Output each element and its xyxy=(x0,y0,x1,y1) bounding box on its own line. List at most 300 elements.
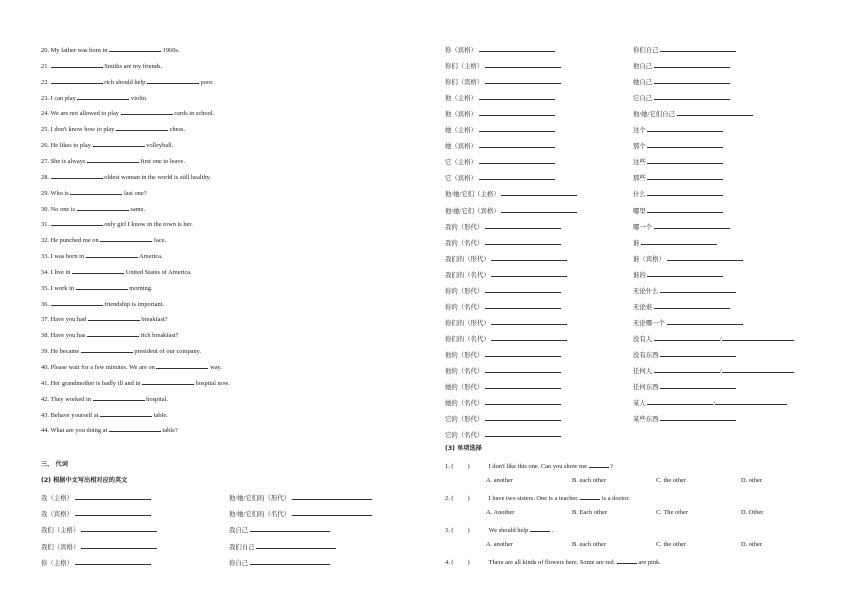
answer-blank xyxy=(501,188,577,196)
item-text: morning. xyxy=(129,284,153,292)
answer-blank xyxy=(292,492,372,500)
pronoun-prompt xyxy=(633,349,736,359)
answer-blank xyxy=(667,317,743,325)
prompt-label: 我们（主格） xyxy=(41,527,80,535)
answer-blank xyxy=(75,508,151,516)
pronoun-prompt xyxy=(633,188,723,198)
answer-blank xyxy=(617,556,637,564)
answer-blank xyxy=(485,221,561,229)
fill-blank-item xyxy=(41,92,148,102)
item-number: 36. xyxy=(41,300,49,308)
item-number: 43. xyxy=(41,411,49,419)
pronoun-prompt xyxy=(445,237,561,247)
pronoun-prompt xyxy=(445,172,555,182)
answer-option: D. other xyxy=(741,540,762,548)
item-text: Please wait for a few minutes. We are on xyxy=(50,364,155,371)
prompt-label: 它（主格） xyxy=(445,159,477,167)
pronoun-prompt xyxy=(633,413,736,423)
answer-blank xyxy=(51,60,103,68)
answer-option: D. Other xyxy=(741,508,764,516)
pronoun-prompt xyxy=(445,140,555,150)
item-text: They worked in xyxy=(50,395,91,403)
fill-blank-item xyxy=(41,60,162,70)
prompt-label: 你（宾格） xyxy=(445,47,477,54)
pronoun-prompt xyxy=(445,76,561,86)
fill-blank-item xyxy=(41,44,180,54)
question-number: 4. ( xyxy=(445,558,454,566)
pronoun-prompt xyxy=(445,269,567,279)
item-number: 34. xyxy=(41,268,49,276)
fill-blank-item xyxy=(41,187,147,197)
answer-blank xyxy=(654,76,730,84)
fill-blank-item xyxy=(41,234,166,244)
item-number: 24. xyxy=(41,110,49,118)
prompt-label: 我们的（形代） xyxy=(445,255,490,263)
answer-blank xyxy=(485,365,561,373)
prompt-label: 她自己 xyxy=(633,79,653,87)
question-text: ? xyxy=(610,463,613,470)
item-text: breakfast? xyxy=(141,316,168,324)
pronoun-prompt xyxy=(633,269,723,279)
item-text: hospital. xyxy=(146,395,169,403)
pronoun-prompt xyxy=(445,333,567,343)
answer-blank xyxy=(647,205,723,213)
prompt-label: 我们自己 xyxy=(229,543,255,551)
pronoun-prompt xyxy=(229,541,336,551)
pronoun-prompt xyxy=(633,301,730,311)
answer-blank xyxy=(501,205,577,213)
answer-blank xyxy=(667,253,743,261)
prompt-label: 无论谁 xyxy=(633,303,653,311)
pronoun-prompt: 没有人 / xyxy=(633,333,794,343)
pronoun-prompt xyxy=(229,492,372,502)
question-number: ) xyxy=(467,494,470,502)
answer-blank xyxy=(51,298,103,306)
item-text: United States of America. xyxy=(125,268,192,276)
pronoun-prompt xyxy=(445,60,561,70)
answer-blank xyxy=(660,413,736,421)
prompt-label: 他自己 xyxy=(633,63,653,71)
answer-blank xyxy=(491,269,567,277)
fill-blank-item xyxy=(41,203,145,213)
answer-blank xyxy=(81,541,157,549)
prompt-label: 谁 xyxy=(633,239,640,247)
pronoun-prompt xyxy=(445,205,577,215)
item-text: oldest woman in the world is still healthy. xyxy=(104,173,212,181)
prompt-label: 她（主格） xyxy=(445,127,477,135)
fill-blank-item xyxy=(41,329,178,339)
prompt-label: 谁的 xyxy=(633,271,646,279)
answer-blank xyxy=(722,365,794,373)
item-text: volleyball. xyxy=(146,142,174,150)
answer-blank xyxy=(51,218,103,226)
answer-blank xyxy=(660,381,736,389)
item-number: 30. xyxy=(41,205,49,213)
pronoun-prompt: 某人 / xyxy=(633,397,787,407)
answer-blank xyxy=(654,333,720,341)
pronoun-prompt xyxy=(633,156,723,166)
pronoun-prompt xyxy=(445,429,561,439)
prompt-label: 谁（宾格） xyxy=(633,255,665,263)
pronoun-prompt xyxy=(445,381,561,391)
pronoun-prompt xyxy=(445,317,567,327)
item-text: I work in xyxy=(50,284,75,292)
pronoun-prompt xyxy=(633,205,723,215)
pronoun-prompt xyxy=(229,524,330,534)
pronoun-prompt xyxy=(633,124,723,134)
answer-blank xyxy=(88,313,140,321)
item-text: Smiths are my friends. xyxy=(104,62,163,70)
item-number: 44. xyxy=(41,427,49,435)
pronoun-prompt xyxy=(41,508,151,518)
answer-option: A. Another xyxy=(486,508,515,516)
answer-blank xyxy=(256,541,336,549)
question-number: ) xyxy=(467,558,470,566)
answer-blank xyxy=(51,76,103,84)
answer-option: C. The other xyxy=(656,508,689,516)
prompt-label: 那些 xyxy=(633,175,646,183)
item-text: table? xyxy=(162,427,178,435)
item-number: 38. xyxy=(41,332,49,340)
item-number: 27. xyxy=(41,157,49,165)
answer-blank xyxy=(479,108,555,116)
answer-blank xyxy=(485,413,561,421)
item-text: cards in school. xyxy=(174,110,215,118)
answer-blank xyxy=(677,108,753,116)
answer-blank xyxy=(485,285,561,293)
prompt-label: 无论哪一个 xyxy=(633,319,665,327)
item-text: Her grandmother is badly ill and in xyxy=(50,379,141,387)
fill-blank-item xyxy=(41,393,168,403)
fill-blank-item xyxy=(41,424,178,434)
answer-blank xyxy=(479,140,555,148)
prompt-label: 哪里 xyxy=(633,207,646,215)
section-subtitle: (3) 单项选择 xyxy=(445,445,482,452)
answer-blank xyxy=(77,203,129,211)
fill-blank-item xyxy=(41,282,153,292)
item-text: 1960s. xyxy=(162,47,180,54)
answer-blank xyxy=(156,361,208,369)
answer-blank xyxy=(485,397,561,405)
answer-blank xyxy=(147,76,199,84)
item-text: What are you doing at xyxy=(50,427,108,435)
question-text: . xyxy=(551,526,554,534)
mc-question xyxy=(445,492,630,502)
answer-blank xyxy=(580,492,600,500)
pronoun-prompt xyxy=(41,492,151,502)
prompt-label: 你的（名代） xyxy=(445,303,484,311)
prompt-label: 他/她/它们（主格） xyxy=(445,191,500,199)
answer-blank xyxy=(654,92,730,100)
pronoun-prompt xyxy=(633,92,730,102)
answer-blank xyxy=(660,44,736,52)
prompt-label: 他的（名代） xyxy=(445,368,484,375)
answer-blank xyxy=(654,365,720,373)
fill-blank-item xyxy=(41,377,230,387)
answer-blank xyxy=(70,187,122,195)
prompt-label: 什么 xyxy=(633,191,646,199)
pronoun-prompt xyxy=(633,381,736,391)
answer-blank xyxy=(87,329,139,337)
prompt-label: 我们的（名代） xyxy=(445,271,490,279)
pronoun-prompt xyxy=(229,557,330,567)
item-number: 31. xyxy=(41,221,49,229)
answer-blank xyxy=(715,397,787,405)
pronoun-prompt xyxy=(445,285,561,295)
answer-option: D. other xyxy=(741,477,762,484)
fill-blank-item xyxy=(41,409,168,419)
answer-blank xyxy=(647,156,723,164)
answer-blank xyxy=(100,409,152,417)
answer-blank xyxy=(479,44,555,52)
answer-blank xyxy=(660,349,736,357)
answer-option: A. another xyxy=(486,477,513,484)
question-text: There are all kinds of flowers here. Some are red. xyxy=(488,558,616,566)
item-text: I can play xyxy=(50,94,76,102)
answer-blank xyxy=(485,76,561,84)
answer-blank xyxy=(530,524,550,532)
item-text: chess. xyxy=(169,126,186,134)
answer-blank xyxy=(75,492,151,500)
prompt-label: 我（宾格） xyxy=(41,511,73,519)
answer-blank xyxy=(75,557,151,565)
answer-blank xyxy=(654,301,730,309)
prompt-label: 你们自己 xyxy=(633,47,659,54)
prompt-label: 他/她/它们（宾格） xyxy=(445,207,500,215)
answer-blank xyxy=(654,221,730,229)
fill-blank-item xyxy=(41,107,214,117)
answer-blank xyxy=(72,266,124,274)
prompt-label: 她的（形代） xyxy=(445,384,484,392)
answer-blank xyxy=(81,524,157,532)
answer-option: C. the other xyxy=(656,477,686,484)
item-text: Have you has xyxy=(50,332,86,340)
answer-blank xyxy=(485,349,561,357)
prompt-label: 你的（形代） xyxy=(445,287,484,295)
prompt-label: 他/她/它们的（名代） xyxy=(229,511,291,519)
answer-blank xyxy=(121,107,173,115)
pronoun-prompt xyxy=(633,60,730,70)
answer-blank xyxy=(76,282,128,290)
prompt-label: 他（宾格） xyxy=(445,111,477,119)
pronoun-prompt xyxy=(229,508,372,518)
item-text: Behave yourself at xyxy=(50,411,99,419)
prompt-label: 没有东西 xyxy=(633,351,659,359)
prompt-label: 任何人 xyxy=(633,368,653,375)
answer-blank xyxy=(485,301,561,309)
answer-blank xyxy=(647,188,723,196)
pronoun-prompt xyxy=(445,221,561,231)
pronoun-prompt xyxy=(445,413,561,423)
item-text: She is always xyxy=(50,157,86,165)
item-text: rich should help xyxy=(104,78,146,86)
answer-blank xyxy=(647,140,723,148)
answer-blank xyxy=(722,333,794,341)
item-number: 26. xyxy=(41,142,49,150)
answer-blank xyxy=(81,345,133,353)
pronoun-prompt xyxy=(445,301,561,311)
pronoun-prompt xyxy=(445,188,577,198)
pronoun-prompt xyxy=(633,140,723,150)
prompt-label: 哪一个 xyxy=(633,223,653,231)
answer-blank xyxy=(660,285,736,293)
pronoun-prompt xyxy=(445,349,561,359)
item-text: president of our company. xyxy=(134,348,202,356)
item-text: I was born in xyxy=(50,253,85,261)
answer-option: C. the other xyxy=(656,540,686,548)
answer-blank xyxy=(647,124,723,132)
question-number: 1. ( xyxy=(445,463,454,470)
pronoun-prompt xyxy=(633,221,730,231)
answer-blank xyxy=(485,237,561,245)
pronoun-prompt xyxy=(445,253,567,263)
answer-blank xyxy=(250,557,330,565)
pronoun-prompt xyxy=(633,172,723,182)
prompt-label: 某人 xyxy=(633,400,646,408)
question-text: are pink. xyxy=(638,558,661,566)
answer-option: B. each other xyxy=(572,540,606,548)
pronoun-prompt xyxy=(445,124,555,134)
item-number: 20. xyxy=(41,47,49,54)
question-text: I don't like this one. Can you show me xyxy=(488,463,587,470)
item-number: 29. xyxy=(41,189,49,197)
item-number: 32. xyxy=(41,237,49,245)
item-text: America. xyxy=(139,253,163,261)
fill-blank-item xyxy=(41,218,193,228)
pronoun-prompt xyxy=(633,44,736,54)
item-number: 35. xyxy=(41,284,49,292)
fill-blank-item xyxy=(41,298,164,308)
fill-blank-item xyxy=(41,361,222,371)
item-number: 42. xyxy=(41,395,49,403)
prompt-label: 他/她/它们自己 xyxy=(633,111,675,119)
prompt-label: 我的（名代） xyxy=(445,239,484,247)
item-number: 41. xyxy=(41,379,49,387)
prompt-label: 那个 xyxy=(633,143,646,151)
answer-option: A. another xyxy=(486,540,513,548)
prompt-label: 我（主格） xyxy=(41,495,73,502)
answer-blank xyxy=(142,377,194,385)
answer-blank xyxy=(647,172,723,180)
item-text: He became xyxy=(50,348,80,356)
question-text: I have two sisters. One is a teacher. xyxy=(488,494,579,502)
prompt-label: 我自己 xyxy=(229,527,249,535)
prompt-label: 他/她/它们的（形代） xyxy=(229,495,291,502)
mc-question xyxy=(445,524,553,534)
pronoun-prompt xyxy=(41,541,157,551)
fill-blank-item xyxy=(41,123,185,133)
prompt-label: 它（宾格） xyxy=(445,175,477,183)
item-number: 21. xyxy=(41,62,49,70)
item-text: same. xyxy=(130,205,146,213)
item-text: way. xyxy=(210,364,222,371)
question-number: ) xyxy=(467,463,470,470)
prompt-label: 它自己 xyxy=(633,95,653,103)
pronoun-prompt xyxy=(633,317,743,327)
item-text: only girl I know in the town is her. xyxy=(104,221,193,229)
pronoun-prompt xyxy=(41,557,151,567)
prompt-label: 任何东西 xyxy=(633,384,659,392)
prompt-label: 我们（宾格） xyxy=(41,543,80,551)
item-text: poor. xyxy=(200,78,214,86)
item-number: 25. xyxy=(41,126,49,134)
pronoun-prompt xyxy=(633,237,717,247)
section-title: 三、 代词 xyxy=(41,461,68,468)
answer-blank xyxy=(647,397,713,405)
prompt-label: 你们（主格） xyxy=(445,63,484,71)
item-text: first one to leave. xyxy=(140,157,185,165)
answer-blank xyxy=(641,237,717,245)
pronoun-prompt xyxy=(633,253,743,263)
answer-blank xyxy=(479,92,555,100)
fill-blank-item xyxy=(41,313,168,323)
question-text: We should help xyxy=(488,526,529,534)
answer-blank xyxy=(491,333,567,341)
fill-blank-item xyxy=(41,250,163,260)
question-text: is a doctor. xyxy=(601,494,630,502)
question-number: 3. ( xyxy=(445,526,454,534)
answer-blank xyxy=(292,508,372,516)
pronoun-prompt xyxy=(41,524,157,534)
answer-blank xyxy=(485,60,561,68)
answer-option: B. each other xyxy=(572,477,606,484)
answer-option: B. Each other xyxy=(572,508,607,516)
pronoun-prompt xyxy=(445,397,561,407)
prompt-label: 他（主格） xyxy=(445,95,477,103)
prompt-label: 某些东西 xyxy=(633,416,659,424)
answer-blank xyxy=(479,172,555,180)
prompt-label: 无论什么 xyxy=(633,287,659,295)
answer-blank xyxy=(51,171,103,179)
prompt-label: 你们的（名代） xyxy=(445,335,490,343)
item-text: violin. xyxy=(131,94,148,102)
prompt-label: 她的（名代） xyxy=(445,400,484,408)
answer-blank xyxy=(109,44,161,52)
item-text: We are not allowed to play xyxy=(50,110,119,118)
item-text: He likes to play xyxy=(50,142,91,150)
pronoun-prompt xyxy=(445,44,555,54)
answer-blank xyxy=(86,250,138,258)
fill-blank-item xyxy=(41,139,173,149)
pronoun-prompt xyxy=(445,108,555,118)
answer-blank xyxy=(93,393,145,401)
mc-question xyxy=(445,556,661,566)
answer-blank xyxy=(77,92,129,100)
answer-blank xyxy=(491,317,567,325)
item-number: 39. xyxy=(41,348,49,356)
answer-blank xyxy=(654,60,730,68)
item-text: He punched me on xyxy=(50,237,99,245)
mc-question xyxy=(445,460,613,470)
fill-blank-item xyxy=(41,171,211,181)
pronoun-prompt xyxy=(445,365,561,375)
item-text: face. xyxy=(153,237,167,245)
item-text: friendship is important. xyxy=(104,300,165,308)
item-text: Who is xyxy=(50,189,69,197)
prompt-label: 你们（宾格） xyxy=(445,79,484,87)
item-text: My father was born in xyxy=(50,47,108,54)
item-text: last one? xyxy=(124,189,147,197)
pronoun-prompt xyxy=(445,92,555,102)
question-number: 2. ( xyxy=(445,494,454,502)
answer-blank xyxy=(485,429,561,437)
answer-blank xyxy=(87,155,139,163)
answer-blank xyxy=(485,381,561,389)
fill-blank-item xyxy=(41,76,214,86)
pronoun-prompt: 任何人 / xyxy=(633,365,794,375)
pronoun-prompt xyxy=(633,285,736,295)
prompt-label: 你们的（形代） xyxy=(445,319,490,327)
